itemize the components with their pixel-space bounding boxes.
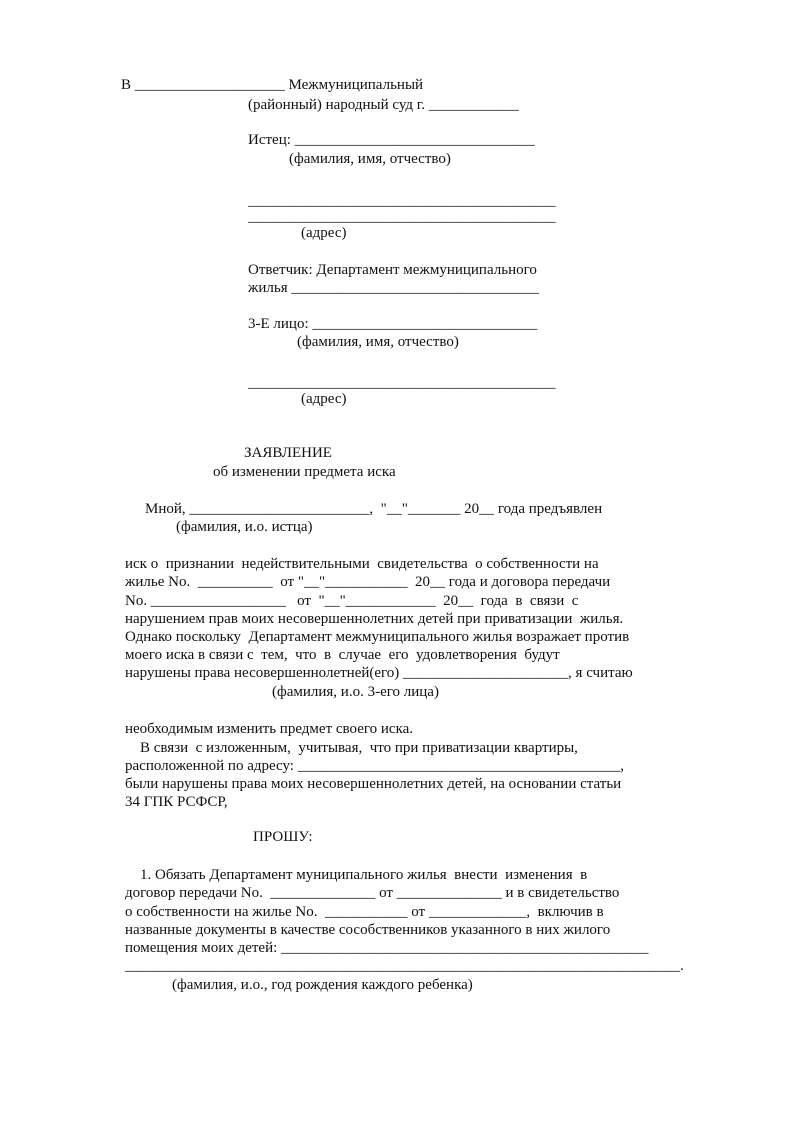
children-hint: (фамилия, и.о., год рождения каждого ребенка) [172,977,473,993]
request-line: __________________________________________________________________________. [125,958,684,974]
request-title: ПРОШУ: [253,829,313,845]
defendant-line-2: жилья _________________________________ [248,280,539,296]
plaintiff-address-line-1: _________________________________________ [248,193,556,209]
paragraph-line: жилье No. __________ от "__"___________ 20__ года и договора передачи [125,574,611,590]
paragraph-line: моего иска в связи с тем, что в случае его удовлетворения будут [125,647,560,663]
paragraph-line: необходимым изменить предмет своего иска. [125,721,414,737]
request-line: помещения моих детей: _________________________________________________ [125,940,649,956]
plaintiff-line: Истец: ________________________________ [248,132,535,148]
paragraph-line: 34 ГПК РСФСР, [125,794,228,810]
document-title: ЗАЯВЛЕНИЕ [244,445,332,461]
third-party-hint: (фамилия, и.о. 3-его лица) [272,684,439,700]
third-party-address-hint: (адрес) [301,391,347,407]
document-subtitle: об изменении предмета иска [213,464,396,480]
paragraph-line: Однако поскольку Департамент межмуниципального жилья возражает против [125,629,630,645]
paragraph-line: расположенной по адресу: ___________________________________________, [125,758,624,774]
third-party-line: 3-Е лицо: ______________________________ [248,316,538,332]
plaintiff-address-hint: (адрес) [301,225,347,241]
court-city-line: (районный) народный суд г. ____________ [248,97,519,113]
paragraph-line: В связи с изложенным, учитывая, что при приватизации квартиры, [125,740,578,756]
plaintiff-address-line-2: _________________________________________ [248,209,556,225]
plaintiff-name-hint: (фамилия, имя, отчество) [289,151,451,167]
defendant-line-1: Ответчик: Департамент межмуниципального [248,262,537,278]
third-party-address-line: _________________________________________ [248,375,556,391]
paragraph-line: нарушены права несовершеннолетней(его) ______________________, я считаю [125,665,633,681]
request-line: названные документы в качестве сособственников указанного в них жилого [125,922,611,938]
request-line: о собственности на жилье No. ___________ от _____________, включив в [125,904,604,920]
paragraph-line: были нарушены права моих несовершеннолетних детей, на основании статьи [125,776,622,792]
request-line: 1. Обязать Департамент муниципального жилья внести изменения в [125,867,588,883]
third-party-name-hint: (фамилия, имя, отчество) [297,334,459,350]
claim-line: Мной, ________________________, "__"_______ 20__ года предъявлен [145,501,603,517]
request-line: договор передачи No. ______________ от ______________ и в свидетельство [125,885,620,901]
court-line: В ____________________ Межмуниципальный [121,77,424,93]
paragraph-line: нарушением прав моих несовершеннолетних детей при приватизации жилья. [125,611,624,627]
claimant-name-hint: (фамилия, и.о. истца) [176,519,313,535]
paragraph-line: No. __________________ от "__"____________ 20__ года в связи с [125,593,579,609]
paragraph-line: иск о признании недействительными свидетельства о собственности на [125,556,599,572]
